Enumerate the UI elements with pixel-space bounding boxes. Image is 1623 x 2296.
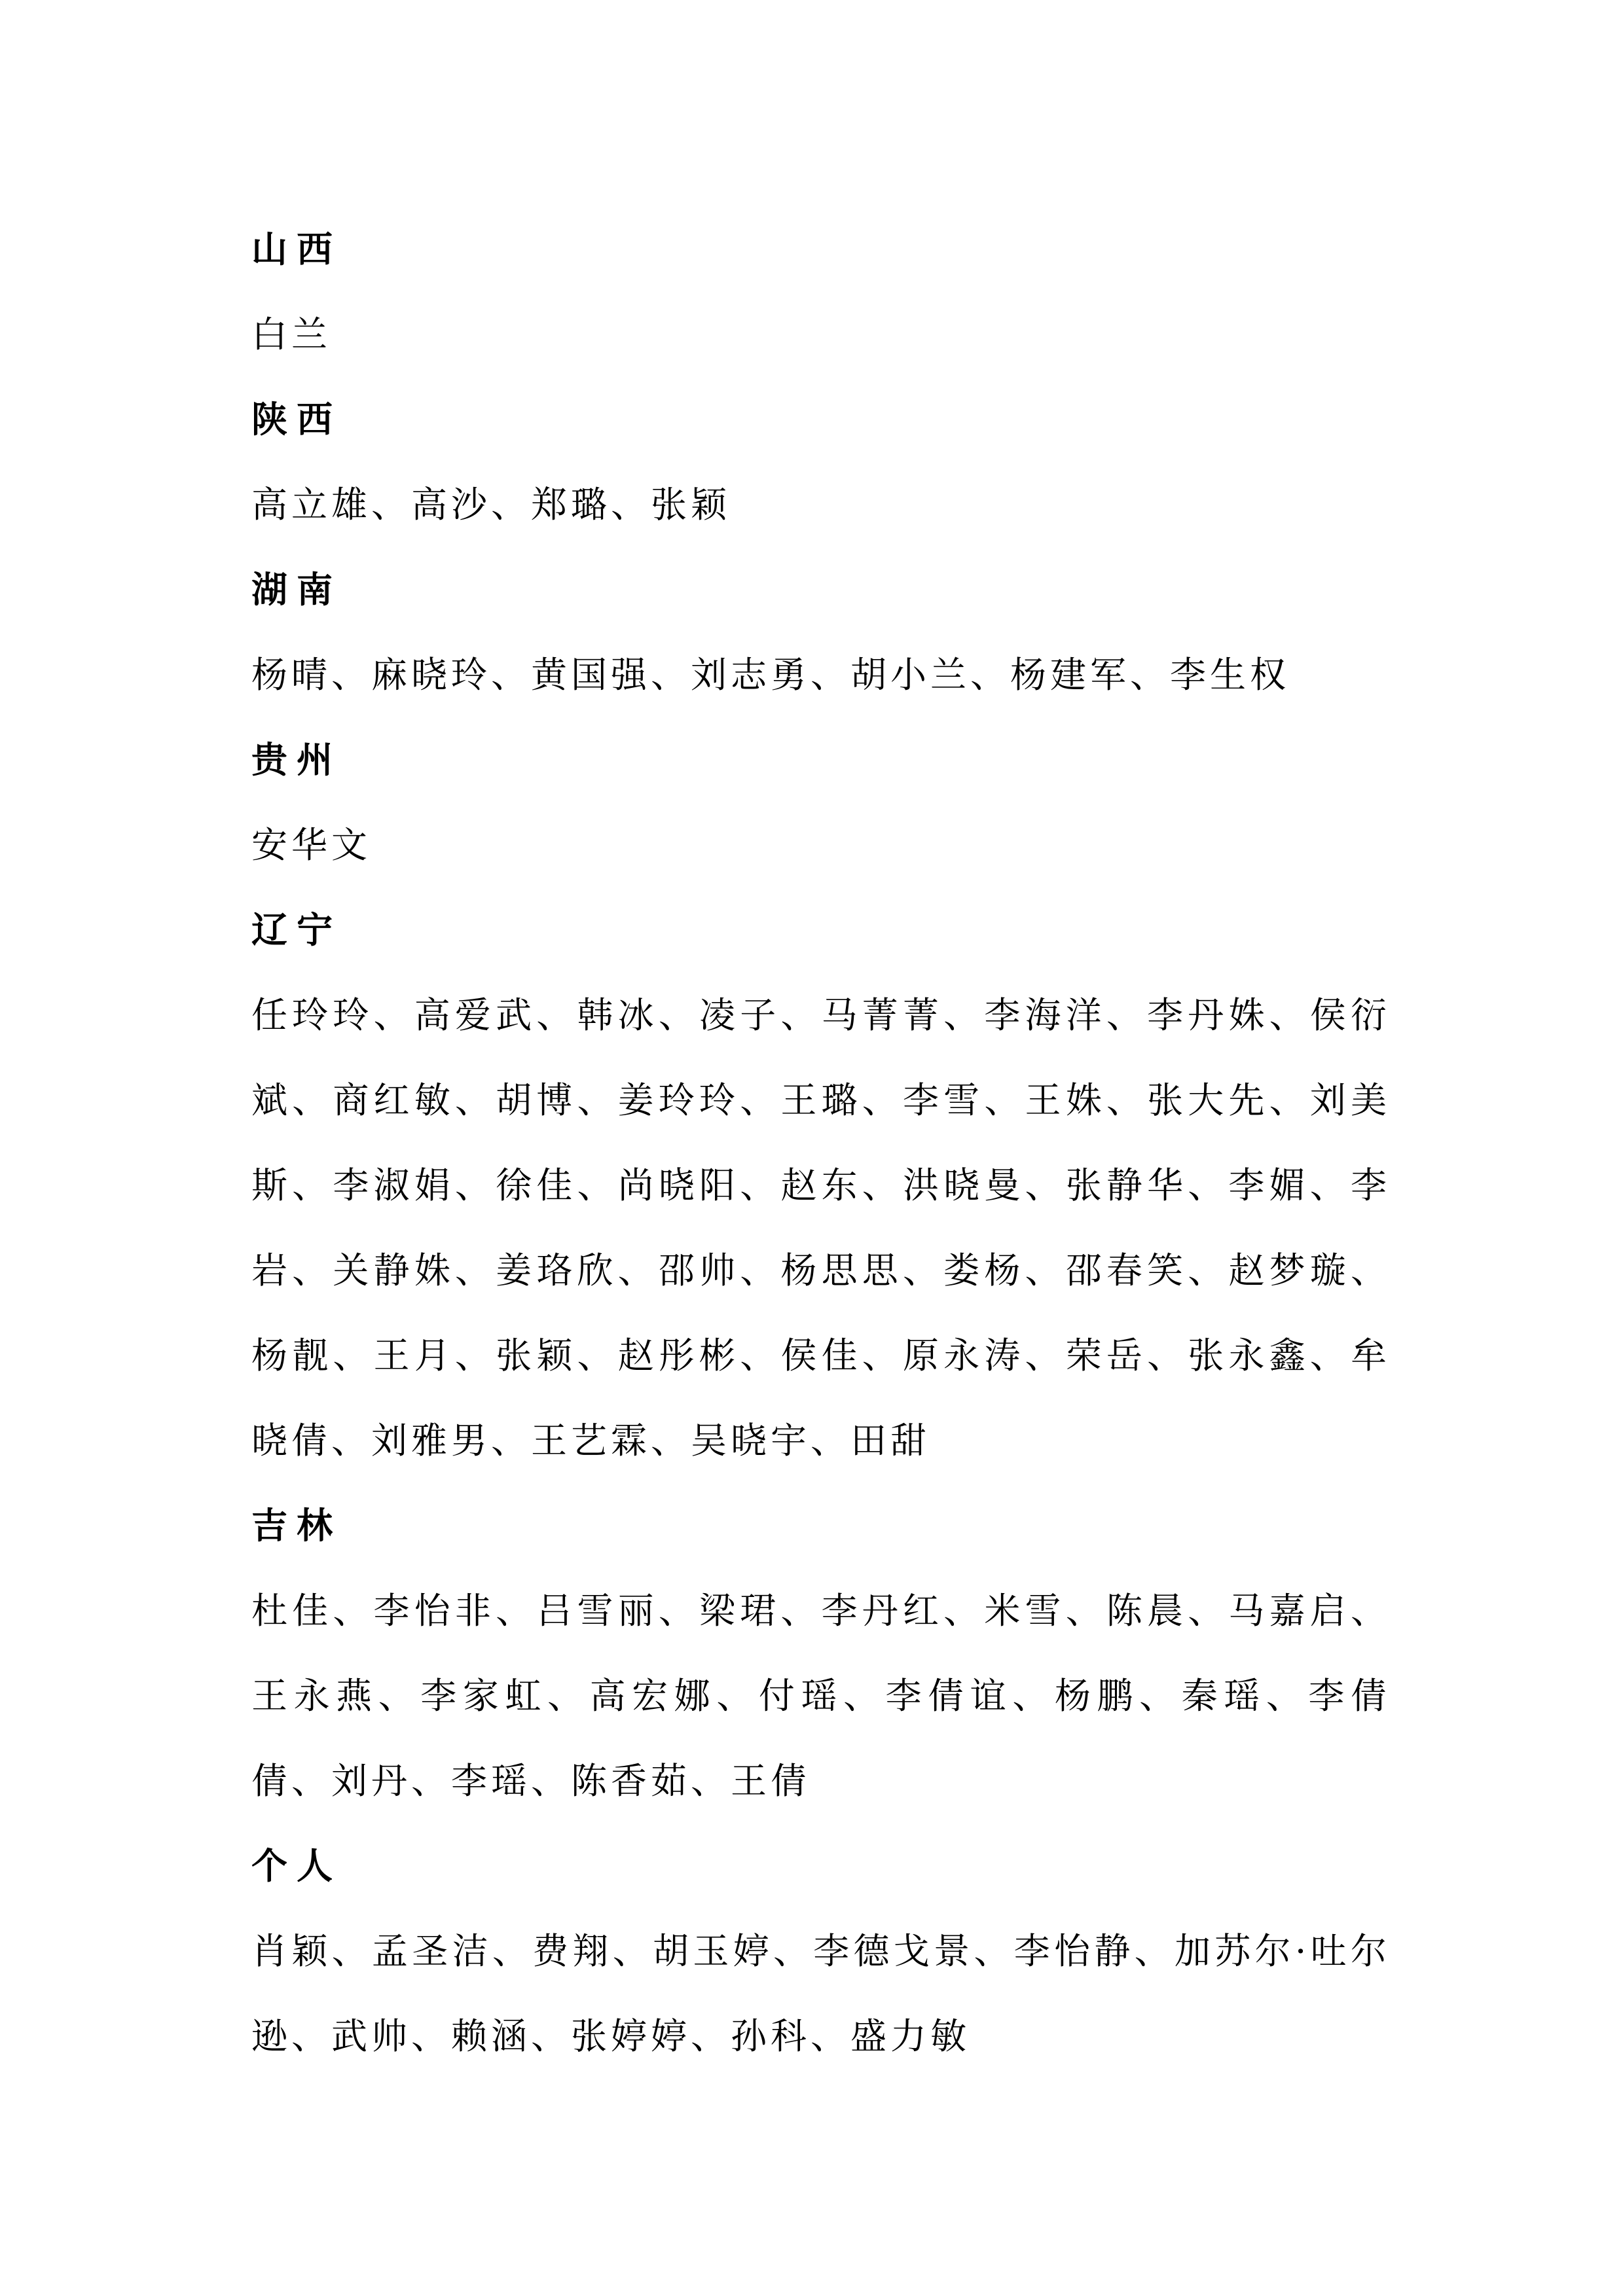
- name-list-individual: 肖颖、孟圣洁、费翔、胡玉婷、李德戈景、李怡静、加苏尔·吐尔逊、武帅、赖涵、张婷婷、孙科、盛力敏: [251, 1930, 1391, 2057]
- region-heading-hunan: 湖南: [251, 568, 342, 611]
- region-heading-shanxi: 山西: [251, 228, 342, 270]
- region-heading-jilin: 吉林: [251, 1504, 342, 1547]
- name-list-jilin: 杜佳、李怡非、吕雪丽、梁珺、李丹红、米雪、陈晨、马嘉启、王永燕、李家虹、高宏娜、付瑶、李倩谊、杨鹏、秦瑶、李倩倩、刘丹、李瑶、陈香茹、王倩: [251, 1590, 1391, 1802]
- region-heading-liaoning: 辽宁: [251, 908, 342, 951]
- name-list-shaanxi: 高立雄、高沙、郑璐、张颖: [251, 484, 731, 526]
- document-page: [251, 207, 1391, 2079]
- region-heading-individual: 个人: [251, 1844, 342, 1887]
- name-list-shanxi: 白兰: [251, 314, 332, 355]
- region-heading-shaanxi: 陕西: [251, 398, 342, 440]
- region-heading-guizhou: 贵州: [251, 738, 342, 781]
- name-list-liaoning: 任玲玲、高爱武、韩冰、凌子、马菁菁、李海洋、李丹姝、侯衍斌、商红敏、胡博、姜玲玲、王璐、李雪、王姝、张大先、刘美斯、李淑娟、徐佳、尚晓阳、赵东、洪晓曼、张静华、李媚、李岩、关静姝、姜珞欣、邵帅、杨思思、娄杨、邵春笑、赵梦璇、杨靓、王月、张颖、赵彤彬、侯佳、原永涛、荣岳、张永鑫、牟晓倩、刘雅男、王艺霖、吴晓宇、田甜: [251, 994, 1391, 1462]
- name-list-guizhou: 安华文: [251, 824, 372, 866]
- name-list-hunan: 杨晴、麻晓玲、黄国强、刘志勇、胡小兰、杨建军、李生权: [251, 654, 1290, 696]
